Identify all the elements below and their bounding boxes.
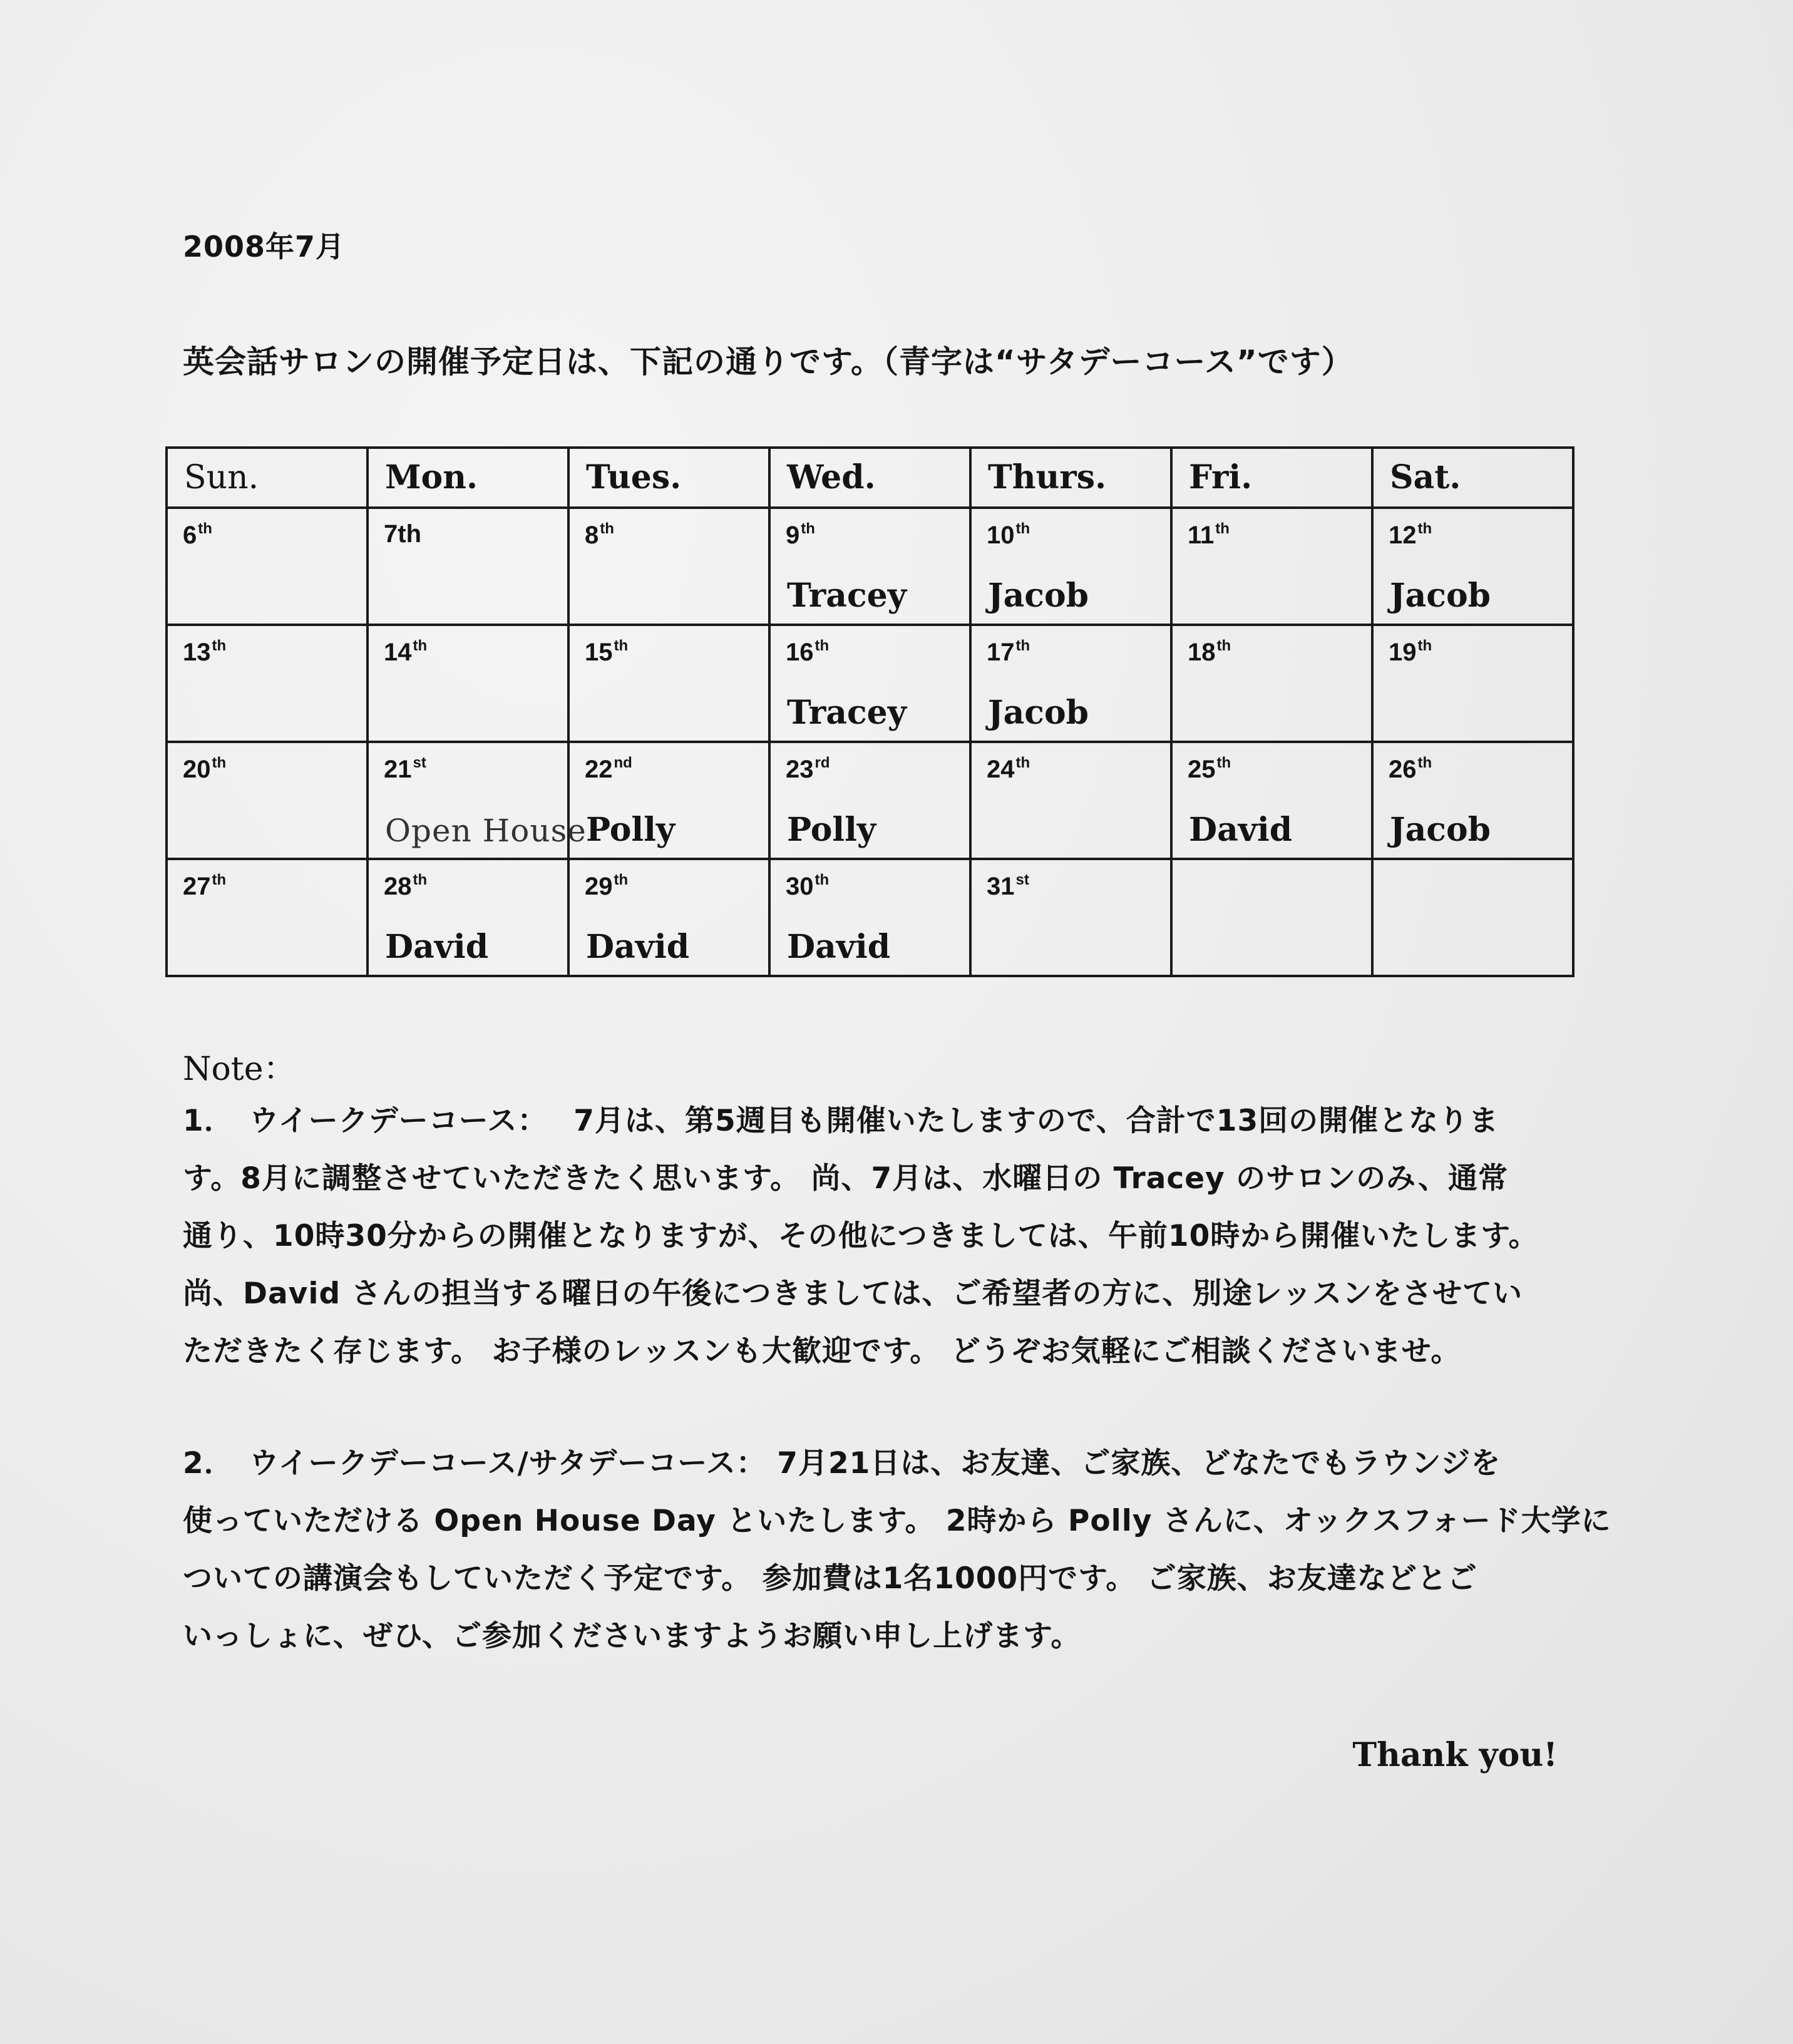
day-number xyxy=(786,637,829,667)
note-paragraph-2 xyxy=(183,1435,1611,1665)
day-number-suffix: th xyxy=(1015,520,1030,537)
calendar-day-cell xyxy=(367,742,587,859)
day-number xyxy=(585,637,628,667)
calendar-week-row xyxy=(167,859,1573,976)
note-label: Note： xyxy=(183,1050,296,1088)
day-number xyxy=(1188,520,1230,550)
day-number xyxy=(1188,637,1231,667)
day-number-suffix: th xyxy=(413,637,428,654)
closing-text: Thank you! xyxy=(1352,1736,1558,1774)
day-number-suffix: th xyxy=(198,520,212,537)
calendar-day-cell xyxy=(1171,742,1372,859)
calendar-day-cell xyxy=(769,742,970,859)
note-line: 2． ウイークデーコース/サタデーコース： 7月21日は、お友達、ご家族、どなたでもラウンジを xyxy=(183,1446,1501,1481)
intro-text: 英会話サロンの開催予定日は、下記の通りです。（青字は“サタデーコース”です） xyxy=(183,344,1354,380)
day-number-suffix: th xyxy=(1417,520,1432,537)
teacher-name: Polly xyxy=(787,811,876,849)
day-number-value: 30 xyxy=(786,873,814,900)
teacher-name: Jacob xyxy=(1390,577,1491,615)
calendar-day-cell xyxy=(568,625,769,742)
day-number-value: 26 xyxy=(1389,756,1417,783)
note-line: ついての講演会もしていただく予定です。 参加費は1名1000円です。 ご家族、お友達などとご xyxy=(183,1561,1477,1596)
day-number xyxy=(384,637,427,667)
day-number-suffix: th xyxy=(801,520,815,537)
day-number-suffix: th xyxy=(614,871,629,888)
day-number-value: 29 xyxy=(585,873,613,900)
day-number xyxy=(183,637,226,667)
day-number-suffix: th xyxy=(413,871,428,888)
day-number-value: 9 xyxy=(786,521,800,549)
day-number-value: 14 xyxy=(384,639,412,666)
day-number-value: 24 xyxy=(987,756,1015,783)
note-line: 使っていただける Open House Day といたします。 2時から Polly さんに、オックスフォード大学に xyxy=(183,1504,1611,1538)
weekday-header: Wed. xyxy=(769,448,970,508)
day-number-value: 22 xyxy=(585,756,613,783)
note-paragraph-1 xyxy=(183,1092,1539,1380)
teacher-name: Tracey xyxy=(787,694,907,732)
day-number-value: 19 xyxy=(1389,639,1417,666)
day-number xyxy=(183,520,212,550)
day-number xyxy=(1188,754,1231,784)
day-number-value: 6 xyxy=(183,521,197,549)
day-number xyxy=(786,754,830,784)
calendar-day-cell xyxy=(367,508,568,625)
teacher-name: Jacob xyxy=(988,694,1089,732)
day-number-value: 23 xyxy=(786,756,814,783)
weekday-header: Sun. xyxy=(167,448,367,508)
day-number-value: 31 xyxy=(987,873,1015,900)
calendar-day-cell xyxy=(568,859,769,976)
day-number-suffix: th xyxy=(614,637,629,654)
calendar-day-cell xyxy=(769,625,970,742)
calendar-day-cell xyxy=(1372,625,1573,742)
day-number-suffix: nd xyxy=(614,754,632,771)
calendar-day-cell xyxy=(167,508,367,625)
day-number-value: 17 xyxy=(987,639,1015,666)
calendar-day-cell xyxy=(167,742,367,859)
day-number xyxy=(1389,520,1432,550)
day-number-suffix: th xyxy=(814,637,830,654)
note-line: いっしょに、ぜひ、ご参加くださいますようお願い申し上げます。 xyxy=(183,1619,1081,1653)
day-number xyxy=(183,754,226,784)
day-number-suffix: st xyxy=(1015,871,1029,888)
day-number-value: 13 xyxy=(183,639,211,666)
day-number xyxy=(585,520,614,550)
teacher-name: David xyxy=(1189,811,1293,849)
day-number-value: 28 xyxy=(384,873,412,900)
calendar-day-cell xyxy=(769,508,970,625)
day-number-suffix: th xyxy=(1417,637,1432,654)
calendar-day-cell xyxy=(367,859,568,976)
teacher-name: Jacob xyxy=(988,577,1089,615)
calendar-day-cell xyxy=(367,625,568,742)
day-number-suffix: th xyxy=(814,871,830,888)
calendar-day-cell xyxy=(1372,859,1573,976)
calendar-day-cell xyxy=(167,859,367,976)
note-line: 尚、David さんの担当する曜日の午後につきましては、ご希望者の方に、別途レッスンをさせてい xyxy=(183,1276,1523,1311)
calendar-day-cell xyxy=(970,508,1171,625)
calendar-week-row xyxy=(167,742,1573,859)
weekday-header: Thurs. xyxy=(970,448,1171,508)
calendar-day-cell xyxy=(1372,742,1573,859)
day-number-suffix: th xyxy=(212,754,227,771)
day-number-suffix: st xyxy=(413,754,426,771)
calendar-day-cell xyxy=(1372,508,1573,625)
calendar-day-cell xyxy=(970,742,1171,859)
day-number xyxy=(987,520,1030,550)
day-number xyxy=(786,520,815,550)
day-number xyxy=(384,754,426,784)
weekday-header-row xyxy=(167,448,1573,508)
note-line: 1． ウイークデーコース： 7月は、第5週目も開催いたしますので、合計で13回の開催となりま xyxy=(183,1104,1499,1138)
day-number xyxy=(585,871,628,901)
day-number xyxy=(1389,754,1432,784)
weekday-header: Mon. xyxy=(367,448,568,508)
teacher-name: Jacob xyxy=(1390,811,1491,849)
day-number xyxy=(1389,637,1432,667)
day-number xyxy=(987,754,1030,784)
calendar-week-row xyxy=(167,508,1573,625)
day-number-value: 15 xyxy=(585,639,613,666)
teacher-name: David xyxy=(385,928,489,966)
calendar-day-cell xyxy=(1171,625,1372,742)
day-number-suffix: rd xyxy=(814,754,830,771)
calendar-day-cell xyxy=(1171,859,1372,976)
calendar-day-cell xyxy=(1171,508,1372,625)
day-number-suffix: th xyxy=(1417,754,1432,771)
day-number xyxy=(384,871,427,901)
day-number xyxy=(183,871,226,901)
day-number-suffix: th xyxy=(212,871,227,888)
calendar-day-cell xyxy=(568,742,769,859)
note-line: ただきたく存じます。 お子様のレッスンも大歓迎です。 どうぞお気軽にご相談くださいませ。 xyxy=(183,1334,1461,1369)
calendar-day-cell xyxy=(167,625,367,742)
document-date: 2008年7月 xyxy=(183,230,346,264)
weekday-header: Fri. xyxy=(1171,448,1372,508)
day-number xyxy=(987,871,1029,901)
day-number-suffix: th xyxy=(1216,754,1231,771)
day-number-value: 8 xyxy=(585,521,599,549)
day-number xyxy=(384,520,421,548)
day-number-suffix: th xyxy=(212,637,227,654)
day-number-value: 18 xyxy=(1188,639,1216,666)
day-number-value: 16 xyxy=(786,639,814,666)
day-number-value: 11 xyxy=(1188,521,1215,549)
calendar-day-cell xyxy=(970,625,1171,742)
note-line: 通り、10時30分からの開催となりますが、その他につきましては、午前10時から開催いたします。 xyxy=(183,1219,1539,1253)
day-number xyxy=(786,871,829,901)
teacher-name: Tracey xyxy=(787,577,907,615)
day-number-value: 21 xyxy=(384,756,412,783)
day-number-suffix: th xyxy=(1216,637,1231,654)
schedule-calendar xyxy=(165,446,1575,977)
day-number-value: 25 xyxy=(1188,756,1216,783)
calendar-day-cell xyxy=(970,859,1171,976)
day-number-suffix: th xyxy=(1215,520,1230,537)
teacher-name: Polly xyxy=(586,811,676,849)
note-line: す。8月に調整させていただきたく思います。 尚、7月は、水曜日の Tracey のサロンのみ、通常 xyxy=(183,1161,1508,1196)
calendar-day-cell xyxy=(568,508,769,625)
teacher-name: Open House xyxy=(385,813,587,849)
day-number-value: 7th xyxy=(384,520,421,548)
day-number-suffix: th xyxy=(1015,754,1030,771)
weekday-header: Sat. xyxy=(1372,448,1573,508)
day-number-value: 27 xyxy=(183,873,211,900)
day-number-value: 12 xyxy=(1389,521,1417,549)
calendar-week-row xyxy=(167,625,1573,742)
day-number-suffix: th xyxy=(600,520,614,537)
calendar-day-cell xyxy=(769,859,970,976)
day-number xyxy=(585,754,632,784)
day-number-value: 20 xyxy=(183,756,211,783)
teacher-name: David xyxy=(586,928,690,966)
day-number xyxy=(987,637,1030,667)
day-number-value: 10 xyxy=(987,521,1015,549)
weekday-header: Tues. xyxy=(568,448,769,508)
teacher-name: David xyxy=(787,928,891,966)
day-number-suffix: th xyxy=(1015,637,1030,654)
